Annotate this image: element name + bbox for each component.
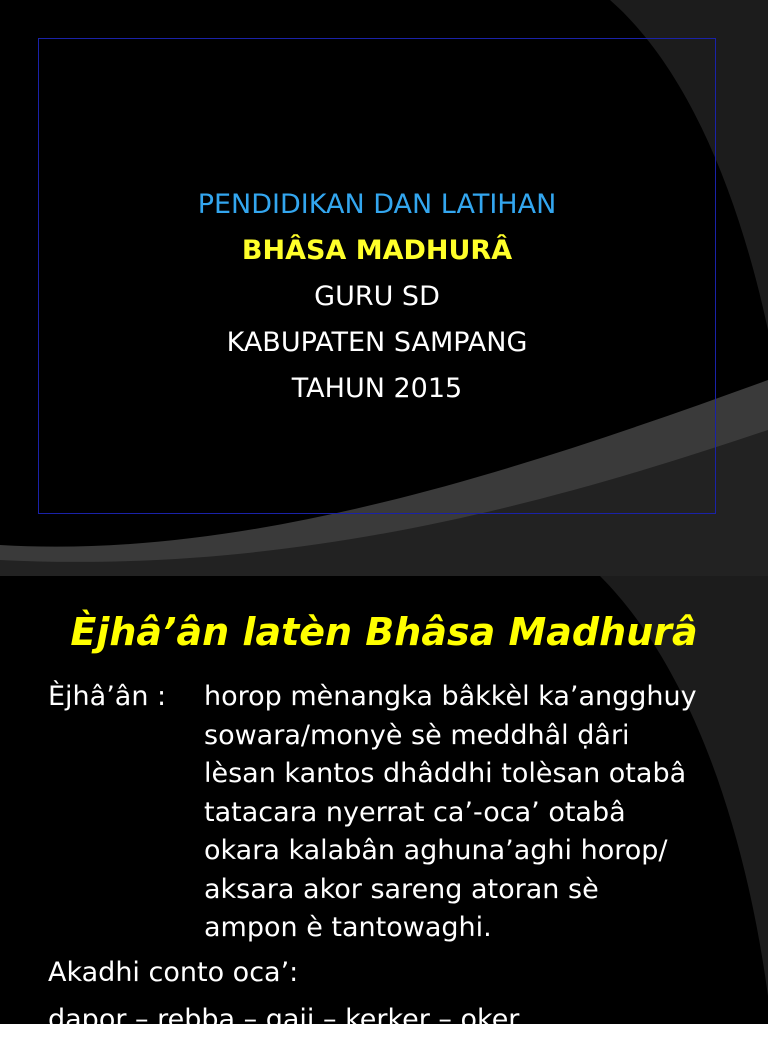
title-line-audience: GURU SD xyxy=(314,281,440,312)
definition-line: okara kalabân aghuna’aghi horop/ xyxy=(204,835,668,866)
definition-line: horop mènangka bâkkèl ka’angghuy xyxy=(204,681,697,712)
title-block xyxy=(38,182,716,412)
definition-line: lèsan kantos dhâddhi tolèsan otabâ xyxy=(204,758,687,789)
definition-term: Èjhâ’ân : xyxy=(48,681,167,712)
definition-body xyxy=(204,678,744,948)
title-line-language: BHÂSA MADHURÂ xyxy=(241,235,513,266)
example-label: Akadhi conto oca’: xyxy=(48,957,299,988)
definition-line: aksara akor sareng atoran sè xyxy=(204,873,599,905)
definition-line: ampon è tantowaghi. xyxy=(204,912,492,943)
example-words: dapor – rebba – gaji – kerker – oker xyxy=(48,1004,520,1035)
definition-line: sowara/monyè sè meddhâl ḍâri xyxy=(204,719,630,751)
title-line-region: KABUPATEN SAMPANG xyxy=(226,327,528,358)
definition-line: tatacara nyerrat ca’-oca’ otabâ xyxy=(204,796,626,828)
title-line-program: PENDIDIKAN DAN LATIHAN xyxy=(197,189,557,220)
title-line-year: TAHUN 2015 xyxy=(291,373,463,404)
slide-heading: Èjhâ’ân latèn Bhâsa Madhurâ xyxy=(70,610,698,654)
